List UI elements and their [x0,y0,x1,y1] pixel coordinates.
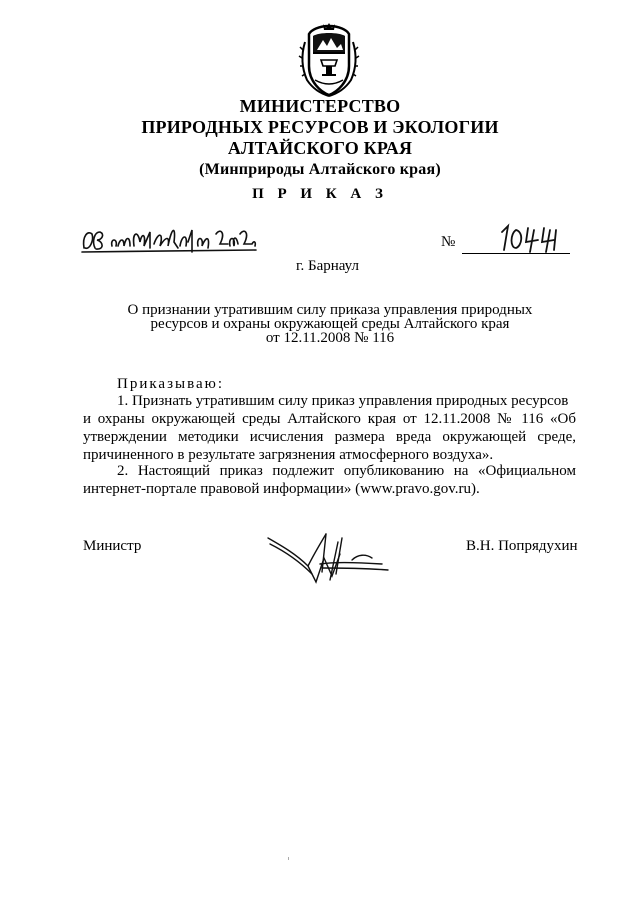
subject-line1: О признании утратившим силу приказа управления природных [127,302,533,318]
subject-line2: ресурсов и охраны окружающей среды Алтайского края [150,316,510,332]
order-title: П Р И К А З [252,186,388,202]
paragraph-1 [83,392,576,464]
ministry-title-line3: АЛТАЙСКОГО КРАЯ [227,138,413,158]
signatory-title: Министр [83,538,142,554]
scan-speck [288,857,289,860]
paragraph-1-first-line: 1. Признать утратившим силу приказ управления природных ресурсов [117,393,569,409]
order-number-label: № [441,234,456,250]
signatory-name: В.Н. Попрядухин [466,538,578,554]
order-word: Приказываю: [117,376,224,392]
order-subject [0,303,640,345]
handwritten-signature [262,524,392,584]
ministry-title-line1: МИНИСТЕРСТВО [239,96,401,116]
handwritten-order-number [498,222,564,254]
city: г. Барнаул [296,258,359,274]
coat-of-arms-icon [297,22,361,98]
paragraph-2: 2. Настоящий приказ подлежит опубликованию на «Официальном интернет-портале правовой информации» (www.pravo.gov.ru). [83,463,576,497]
ministry-short-name: (Минприроды Алтайского края) [199,161,441,178]
subject-line3: от 12.11.2008 № 116 [265,330,395,346]
paragraph-1-rest: и охраны окружающей среды Алтайского края от 12.11.2008 № 116 «Об утверждении методики исчисления размера вреда окружающей среде, причиненного в результате загрязнения атмосферного воздуха». [83,411,576,463]
ministry-title-line2: ПРИРОДНЫХ РЕСУРСОВ И ЭКОЛОГИИ [141,117,499,137]
handwritten-date [80,222,260,256]
